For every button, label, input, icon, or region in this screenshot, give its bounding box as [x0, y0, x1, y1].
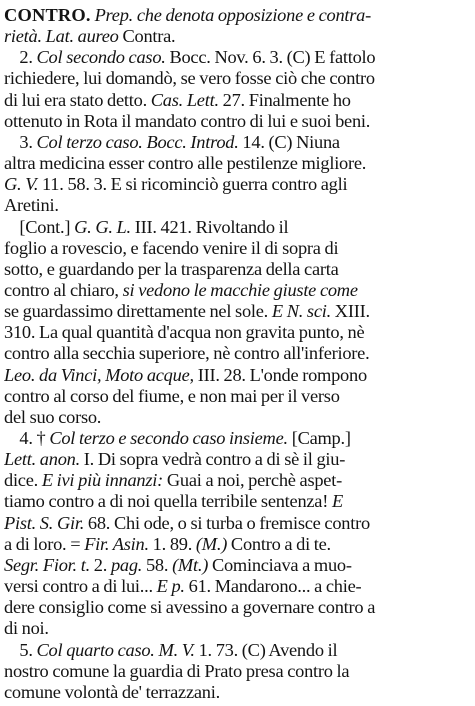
text-segment: 14. (C) Niuna: [238, 131, 340, 152]
headword: CONTRO.: [4, 5, 91, 25]
text-segment: se guardassimo direttamente nel sole.: [4, 301, 272, 322]
text-segment: 27. Finalmente ho: [218, 89, 351, 110]
italic-segment: E ivi più innanzi:: [41, 470, 164, 491]
text-segment: Contro a di te.: [227, 533, 331, 554]
text-segment: comune volontà de' terrazzani.: [4, 681, 220, 702]
italic-segment: Cas. Lett.: [150, 89, 219, 110]
italic-segment: E N. sci.: [271, 301, 331, 322]
italic-segment: Pist. S. Gir.: [4, 512, 85, 533]
italic-segment: Segr. Fior. t.: [4, 554, 90, 575]
text-segment: 1. 89.: [148, 533, 196, 554]
italic-segment: (M.): [195, 533, 228, 554]
italic-segment: Leo. da Vinci, Moto acque,: [4, 364, 194, 385]
text-segment: nostro comune la guardia di Prato presa contro la: [4, 660, 350, 681]
text-segment: di lui era stato detto.: [4, 89, 151, 110]
text-segment: 1. 73. (C) Avendo il: [194, 639, 338, 660]
text-segment: dice.: [4, 470, 42, 491]
text-segment: versi contro a di lui...: [4, 576, 157, 597]
text-segment: dere consiglio come si avessino a governare contro a: [4, 597, 376, 618]
italic-segment: rietà. Lat. aureo: [4, 26, 119, 47]
italic-segment: pag.: [110, 554, 143, 575]
text-segment: ottenuto in Rota il mandato contro di lui e suoi beni.: [4, 110, 371, 131]
italic-segment: (Mt.): [172, 554, 209, 575]
text-segment: 11. 58. 3. E si ricominciò guerra contro agli: [38, 174, 348, 195]
text-segment: [Cont.]: [4, 216, 75, 237]
text-segment: 2.: [89, 554, 111, 575]
italic-segment: G. V.: [4, 174, 39, 195]
italic-segment: G. G. L.: [74, 216, 131, 237]
text-segment: Cominciava a muo-: [208, 554, 352, 575]
text-segment: Bocc. Nov. 6. 3. (C) E fattolo: [165, 47, 376, 68]
italic-segment: Col quarto caso. M. V.: [36, 639, 195, 660]
text-segment: 5.: [4, 639, 37, 660]
italic-segment: Lett. anon.: [4, 449, 80, 470]
italic-segment: Col secondo caso.: [36, 47, 166, 68]
italic-segment: E: [331, 491, 343, 512]
text-segment: 2.: [4, 47, 37, 68]
italic-segment: si vedono le macchie giuste come: [122, 279, 358, 300]
text-segment: 68. Chi ode, o si turba o fremisce contro: [84, 512, 370, 533]
text-segment: Contra.: [118, 26, 176, 47]
text-segment: sotto, e guardando per la trasparenza della carta: [4, 258, 339, 279]
text-segment: XIII.: [330, 301, 370, 322]
text-line: [4, 680, 471, 706]
text-segment: tiamo contro a di noi quella terribile sentenza!: [4, 491, 332, 512]
text-segment: Aretini.: [4, 195, 59, 216]
text-segment: foglio a rovescio, e facendo venire il di sopra di: [4, 237, 339, 258]
text-segment: 4. †: [4, 428, 50, 448]
text-segment: contro al chiaro,: [4, 279, 123, 300]
text-segment: 61. Mandarono... a chie-: [184, 576, 362, 597]
text-segment: altra medicina esser contro alle pestilenze migliore.: [4, 153, 367, 174]
text-segment: richiedere, lui domandò, se vero fosse ciò che contro: [4, 68, 375, 89]
text-segment: di noi.: [4, 618, 49, 639]
italic-segment: E p.: [156, 576, 185, 597]
text-segment: III. 28. L'onde rompono: [193, 364, 367, 385]
text-segment: contro al corso del fiume, e non mai per il verso: [4, 385, 340, 406]
text-segment: 58.: [142, 554, 173, 575]
italic-segment: Prep. che denota opposizione e contra-: [94, 5, 371, 25]
text-segment: a di loro. =: [4, 533, 85, 554]
text-segment: 310. La qual quantità d'acqua non gravita punto, nè: [4, 322, 365, 343]
text-segment: III. 421. Rivoltando il: [130, 216, 289, 237]
text-segment: [Camp.]: [287, 428, 351, 448]
text-segment: Guai a noi, perchè aspet-: [163, 470, 342, 491]
italic-segment: Col terzo caso. Bocc. Introd.: [36, 131, 239, 152]
italic-segment: Fir. Asin.: [84, 533, 149, 554]
text-segment: I. Di sopra vedrà contro a di sè il giu-: [79, 449, 346, 470]
text-segment: del suo corso.: [4, 406, 102, 427]
text-segment: contro alla secchia superiore, nè contro all'inferiore.: [4, 343, 370, 364]
italic-segment: Col terzo e secondo caso insieme.: [49, 428, 288, 448]
text-segment: 3.: [4, 131, 37, 152]
